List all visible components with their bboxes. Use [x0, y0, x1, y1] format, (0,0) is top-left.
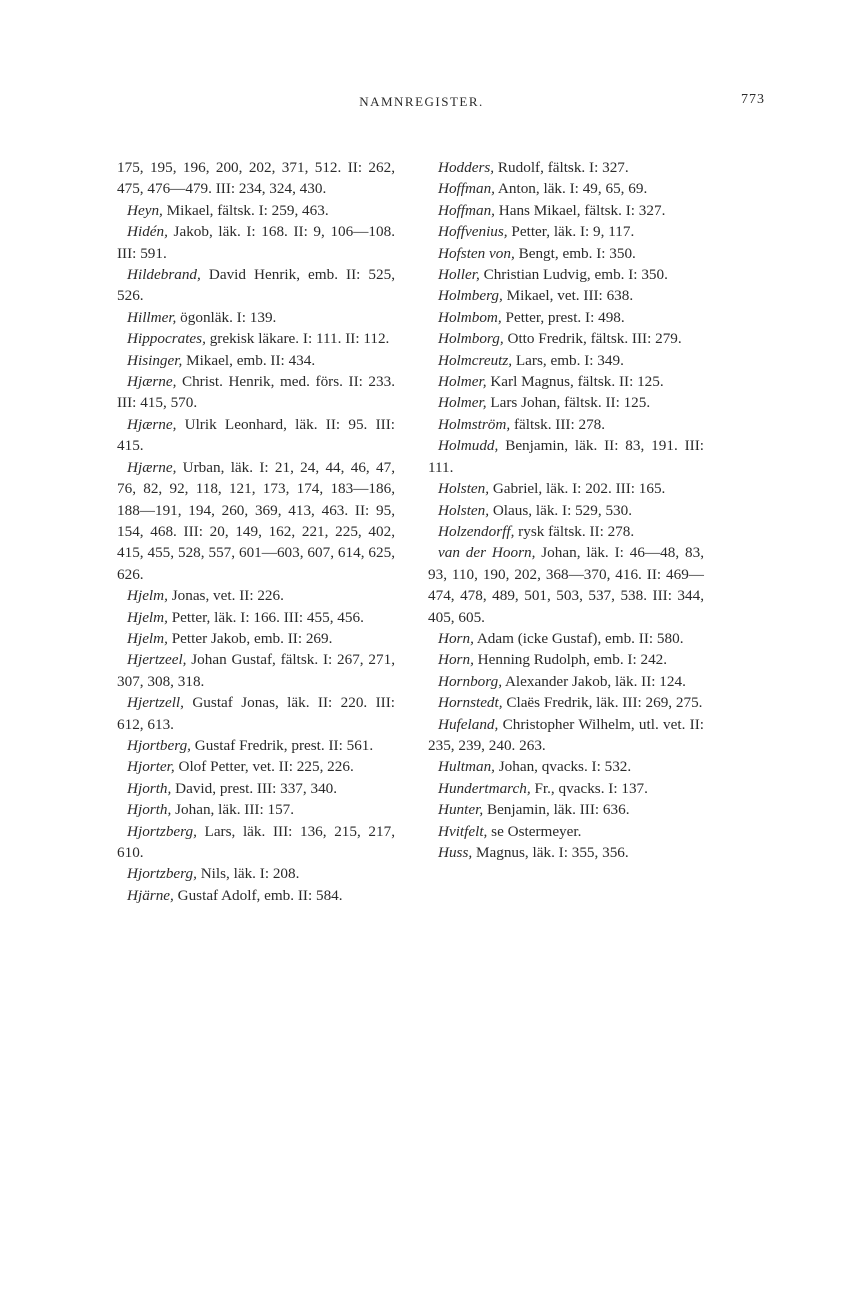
- index-entry: [428, 221, 704, 242]
- entry-name: Holsten,: [438, 480, 490, 498]
- running-head: NAMNREGISTER.: [359, 94, 484, 109]
- entry-text: Urban, läk. I: 21, 24, 44, 46, 47, 76, 82, 92, 118, 121, 173, 174, 183—186, 188—191, 194, 260, 369, 413, 463. II: 95, 154, 468. III: 20, 149, 162, 221, 225, 402, 415, 455, 528, 557, 601—603, 607, 614, 625, 626.: [117, 458, 395, 583]
- index-entry: [117, 756, 395, 777]
- index-entry: [117, 157, 395, 200]
- entry-text: Gabriel, läk. I: 202. III: 165.: [489, 480, 666, 498]
- entry-name: Hoffvenius,: [438, 223, 508, 241]
- entry-name: Holmer,: [438, 373, 487, 391]
- entry-text: se Ostermeyer.: [487, 822, 582, 840]
- index-entry: [428, 799, 704, 820]
- index-entry: [117, 735, 395, 756]
- right-column: [428, 157, 704, 863]
- entry-text: Karl Magnus, fältsk. II: 125.: [486, 373, 664, 391]
- entry-text: Mikael, vet. III: 638.: [502, 287, 634, 305]
- entry-text: Hans Mikael, fältsk. I: 327.: [494, 201, 666, 219]
- entry-name: Holler,: [438, 266, 480, 284]
- index-entry: [428, 371, 704, 392]
- index-entry: [117, 778, 395, 799]
- index-entry: [117, 307, 395, 328]
- index-entry: [428, 157, 704, 178]
- index-entry: [117, 799, 395, 820]
- index-entry: [117, 414, 395, 457]
- entry-text: Lars, emb. I: 349.: [512, 351, 624, 369]
- entry-text: Henning Rudolph, emb. I: 242.: [473, 651, 668, 669]
- entry-text: Petter, läk. I: 166. III: 455, 456.: [167, 608, 364, 626]
- entry-text: David Henrik, emb. II: 525, 526.: [117, 266, 395, 305]
- entry-text: Mikael, fältsk. I: 259, 463.: [162, 201, 329, 219]
- entry-text: Johan Gustaf, fältsk. I: 267, 271, 307, 308, 318.: [117, 651, 395, 690]
- index-entry: [428, 628, 704, 649]
- entry-name: Hjelm,: [127, 608, 168, 626]
- entry-text: Johan, qvacks. I: 532.: [494, 758, 632, 776]
- entry-text: Nils, läk. I: 208.: [196, 865, 300, 883]
- index-entry: [117, 200, 395, 221]
- entry-name: Holmström,: [438, 415, 511, 433]
- entry-name: Hjortzberg,: [127, 822, 197, 840]
- index-entry: [428, 756, 704, 777]
- left-column: [117, 157, 395, 906]
- entry-name: Hjorter,: [127, 758, 175, 776]
- index-entry: [428, 521, 704, 542]
- index-entry: [428, 264, 704, 285]
- entry-name: Huss,: [438, 844, 473, 861]
- entry-text: Adam (icke Gustaf), emb. II: 580.: [473, 629, 684, 647]
- entry-name: Hundertmarch,: [438, 779, 531, 797]
- entry-name: Hvitfelt,: [438, 822, 488, 840]
- entry-text: Otto Fredrik, fältsk. III: 279.: [503, 330, 682, 348]
- entry-name: Hjortberg,: [127, 736, 191, 754]
- index-entry: [428, 714, 704, 757]
- entry-text: Rudolf, fältsk. I: 327.: [494, 159, 629, 176]
- entry-text: Christopher Wilhelm, utl. vet. II: 235, 239, 240. 263.: [428, 715, 704, 754]
- page-number: 773: [741, 92, 765, 107]
- index-entry: [117, 585, 395, 606]
- entry-text: Gustaf Fredrik, prest. II: 561.: [190, 736, 374, 754]
- entry-text: Bengt, emb. I: 350.: [514, 244, 636, 262]
- entry-text: Johan, läk. III: 157.: [171, 801, 295, 819]
- entry-name: Hjelm,: [127, 587, 168, 605]
- entry-name: Holmborg,: [438, 330, 504, 348]
- entry-name: Hoffman,: [438, 180, 495, 198]
- index-entry: [117, 692, 395, 735]
- entry-text: Benjamin, läk. III: 636.: [483, 801, 630, 819]
- entry-text: Jakob, läk. I: 168. II: 9, 106—108. III: 591.: [117, 223, 395, 262]
- index-entry: [428, 542, 704, 628]
- index-entry: [428, 692, 704, 713]
- entry-name: Hultman,: [438, 758, 495, 776]
- entry-name: Hornborg,: [438, 672, 502, 690]
- index-entry: [117, 607, 395, 628]
- index-entry: [428, 414, 704, 435]
- index-entry: [117, 457, 395, 585]
- entry-name: Hjorth,: [127, 801, 172, 819]
- entry-text: Mikael, emb. II: 434.: [182, 351, 316, 369]
- index-entry: [428, 392, 704, 413]
- entry-text: Jonas, vet. II: 226.: [167, 587, 284, 605]
- entry-text: Petter, prest. I: 498.: [501, 308, 625, 326]
- index-entry: [428, 778, 704, 799]
- entry-text: Gustaf Adolf, emb. II: 584.: [173, 886, 343, 904]
- entry-name: Hildebrand,: [127, 266, 201, 284]
- index-entry: [117, 628, 395, 649]
- entry-name: Hodders,: [438, 159, 495, 176]
- entry-name: Holmcreutz,: [438, 351, 513, 369]
- index-entry: [428, 478, 704, 499]
- index-entry: [428, 243, 704, 264]
- index-entry: [117, 350, 395, 371]
- index-entry: [428, 200, 704, 221]
- entry-name: Hoffman,: [438, 201, 495, 219]
- entry-text: grekisk läkare. I: 111. II: 112.: [205, 330, 390, 348]
- entry-name: Hjertzeel,: [127, 651, 187, 669]
- entry-name: Hjærne,: [127, 458, 177, 476]
- entry-name: Hidén,: [127, 223, 168, 241]
- page-header: [0, 92, 843, 114]
- entry-name: Holsten,: [438, 501, 490, 519]
- entry-name: Hippocrates,: [127, 330, 206, 348]
- index-entry: [117, 264, 395, 307]
- entry-name: Hjelm,: [127, 629, 168, 647]
- index-entry: [428, 285, 704, 306]
- entry-text: fältsk. III: 278.: [510, 415, 606, 433]
- entry-text: Olaus, läk. I: 529, 530.: [489, 501, 633, 519]
- entry-name: Horn,: [438, 629, 474, 647]
- entry-name: Horn,: [438, 651, 474, 669]
- entry-name: Hjorth,: [127, 779, 172, 797]
- entry-text: Christian Ludvig, emb. I: 350.: [479, 266, 668, 284]
- entry-name: Hornstedt,: [438, 694, 503, 712]
- entry-text: Petter Jakob, emb. II: 269.: [167, 629, 333, 647]
- index-entry: [117, 821, 395, 864]
- index-entry: [428, 350, 704, 371]
- index-entry: [428, 307, 704, 328]
- entry-text: Magnus, läk. I: 355, 356.: [472, 844, 629, 861]
- entry-text: Lars Johan, fältsk. II: 125.: [486, 394, 651, 412]
- entry-text: Fr., qvacks. I: 137.: [530, 779, 648, 797]
- entry-name: van der Hoorn,: [438, 544, 536, 562]
- entry-text: Petter, läk. I: 9, 117.: [507, 223, 635, 241]
- entry-name: Hunter,: [438, 801, 484, 819]
- index-entry: [428, 328, 704, 349]
- entry-name: Hjærne,: [127, 415, 177, 433]
- entry-text: ögonläk. I: 139.: [176, 308, 277, 326]
- entry-text: Lars, läk. III: 136, 215, 217, 610.: [117, 822, 395, 861]
- index-entry: [428, 500, 704, 521]
- entry-text: David, prest. III: 337, 340.: [171, 779, 338, 797]
- index-entry: [117, 371, 395, 414]
- entry-name: Holzendorff,: [438, 522, 515, 540]
- index-entry: [428, 671, 704, 692]
- index-entry: [117, 885, 395, 906]
- entry-text: Alexander Jakob, läk. II: 124.: [502, 672, 686, 690]
- entry-text: Anton, läk. I: 49, 65, 69.: [494, 180, 648, 198]
- entry-name: Holmberg,: [438, 287, 503, 305]
- entry-text: Ulrik Leonhard, läk. II: 95. III: 415.: [117, 415, 395, 455]
- entry-name: Holmer,: [438, 394, 487, 412]
- index-entry: [428, 178, 704, 199]
- entry-text: Christ. Henrik, med. förs. II: 233. III: 415, 570.: [117, 373, 395, 412]
- index-entry: [428, 649, 704, 670]
- entry-name: Heyn,: [127, 201, 163, 219]
- entry-text: 175, 195, 196, 200, 202, 371, 512. II: 262, 475, 476—479. III: 234, 324, 430.: [117, 159, 395, 198]
- entry-text: Gustaf Jonas, läk. II: 220. III: 612, 613.: [117, 694, 395, 733]
- entry-name: Hjertzell,: [127, 694, 184, 712]
- index-entry: [117, 863, 395, 884]
- index-entry: [428, 821, 704, 842]
- entry-text: rysk fältsk. II: 278.: [514, 522, 635, 540]
- entry-name: Hjärne,: [127, 886, 174, 904]
- entry-name: Holmbom,: [438, 308, 502, 326]
- index-entry: [117, 328, 395, 349]
- index-entry: [428, 435, 704, 478]
- entry-name: Hofsten von,: [438, 244, 515, 262]
- entry-text: Johan, läk. I: 46—48, 83, 93, 110, 190, 202, 368—370, 416. II: 469—474, 478, 489, 501, 503, 537, 538. III: 344, 405, 605.: [428, 544, 704, 626]
- entry-text: Olof Petter, vet. II: 225, 226.: [174, 758, 354, 776]
- entry-name: Hufeland,: [438, 715, 499, 733]
- index-entry: [117, 649, 395, 692]
- entry-name: Hjortzberg,: [127, 865, 197, 883]
- index-entry: [428, 842, 704, 863]
- entry-name: Hjærne,: [127, 373, 177, 391]
- entry-name: Holmudd,: [438, 437, 499, 455]
- entry-name: Hillmer,: [127, 308, 177, 326]
- entry-text: Claës Fredrik, läk. III: 269, 275.: [502, 694, 703, 712]
- index-entry: [117, 221, 395, 264]
- entry-name: Hisinger,: [127, 351, 183, 369]
- entry-text: Benjamin, läk. II: 83, 191. III: 111.: [428, 437, 704, 476]
